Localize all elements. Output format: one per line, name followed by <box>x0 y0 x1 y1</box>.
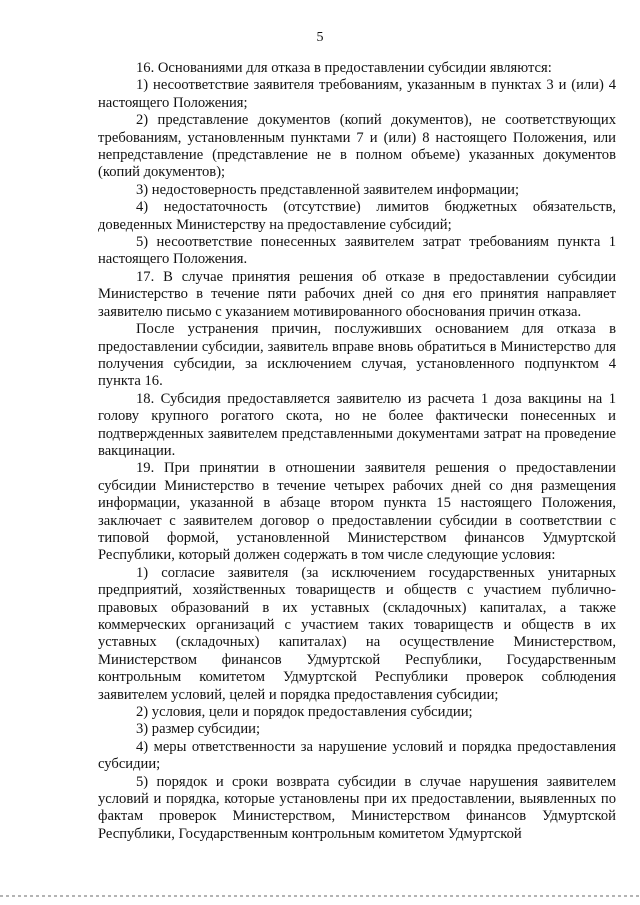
paragraph-16-item-4: 4) недостаточность (отсутствие) лимитов бюджетных обязательств, доведенных Министерству на предоставление субсидий; <box>98 199 616 233</box>
scan-edge-artifact <box>0 895 640 897</box>
paragraph-16-item-5: 5) несоответствие понесенных заявителем затрат требованиям пункта 1 настоящего Положения. <box>98 234 616 268</box>
paragraph-19-item-1: 1) согласие заявителя (за исключением государственных унитарных предприятий, хозяйственных товариществ и обществ с участием публично-правовых образований в их уставных (складочных) капиталах, а также коммерческих организаций с участием таких товариществ и обществ в их уставных (складочных) капиталах) на осуществление Министерством, Министерством финансов Удмуртской Республики, Государственным контрольным комитетом Удмуртской Республики проверок соблюдения заявителем условий, целей и порядка предоставления субсидии; <box>98 564 616 703</box>
paragraph-19-item-4: 4) меры ответственности за нарушение условий и порядка предоставления субсидии; <box>98 738 616 773</box>
paragraph-18: 18. Субсидия предоставляется заявителю из расчета 1 доза вакцины на 1 голову крупного рогатого скота, но не более фактически понесенных и подтвержденных заявителем представленными документами затрат на проведение вакцинации. <box>98 390 616 459</box>
paragraph-19-item-5: 5) порядок и сроки возврата субсидии в случае нарушения заявителем условий и порядка, которые установлены при их предоставлении, выявленных по фактам проверок Министерством, Министерством финансов Удмуртской Республики, Государственным контрольным комитетом Удмуртской <box>98 773 616 842</box>
paragraph-16-item-3: 3) недостоверность представленной заявителем информации; <box>136 181 520 198</box>
paragraph-19-item-2: 2) условия, цели и порядок предоставления субсидии; <box>136 704 473 721</box>
paragraph-16-item-1: 1) несоответствие заявителя требованиям, указанным в пунктах 3 и (или) 4 настоящего Положения; <box>98 77 616 111</box>
paragraph-19: 19. При принятии в отношении заявителя решения о предоставлении субсидии Министерство в течение четырех рабочих дней со дня размещения информации, указанной в абзаце втором пункта 15 настоящего Положения, заключает с заявителем договор о предоставлении субсидии в соответствии с типовой формой, установленной Министерством финансов Удмуртской Республики, который должен содержать в том числе следующие условия: <box>98 460 616 564</box>
paragraph-16: 16. Основаниями для отказа в предоставлении субсидии являются: <box>136 60 552 76</box>
paragraph-16-item-2: 2) представление документов (копий документов), не соответствующих требованиям, установленным пунктами 7 и (или) 8 настоящего Положения, или непредставление (представление не в полном объеме) указанных документов (копий документов); <box>98 112 616 181</box>
document-body <box>98 60 616 843</box>
paragraph-17: 17. В случае принятия решения об отказе в предоставлении субсидии Министерство в течение пяти рабочих дней со дня его принятия направляет заявителю письмо с указанием мотивированного обоснования причин отказа. <box>98 268 616 320</box>
paragraph-19-item-3: 3) размер субсидии; <box>136 721 260 738</box>
paragraph-17-continuation: После устранения причин, послуживших основанием для отказа в предоставлении субсидии, заявитель вправе вновь обратиться в Министерство для получения субсидии, за исключением случая, установленного подпунктом 4 пункта 16. <box>98 321 616 390</box>
page-number: 5 <box>316 30 324 45</box>
